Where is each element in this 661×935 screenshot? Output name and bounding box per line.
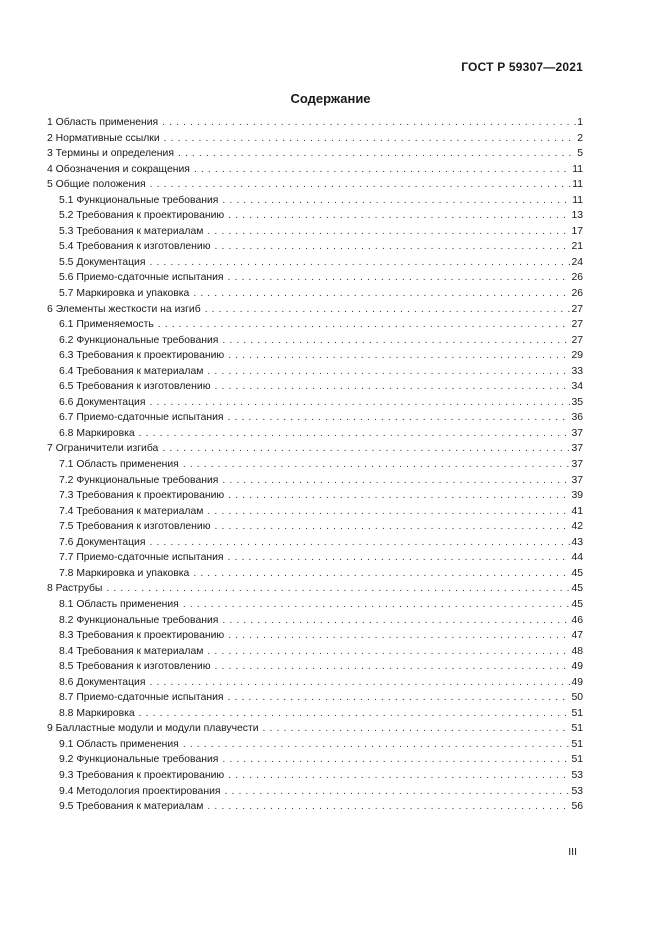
- toc-entry-label: 4 Обозначения и сокращения: [47, 163, 190, 175]
- toc-entry[interactable]: [47, 628, 583, 644]
- dot-leader: [228, 208, 570, 223]
- dot-leader: [207, 364, 570, 379]
- dot-leader: [222, 613, 570, 628]
- toc-entry-page: 41: [571, 505, 583, 517]
- toc-entry-label: 6.6 Документация: [59, 396, 146, 408]
- toc-entry-label: 7.6 Документация: [59, 536, 146, 548]
- dot-leader: [178, 146, 576, 161]
- toc-entry-page: 51: [571, 707, 583, 719]
- dot-leader: [228, 628, 570, 643]
- toc-entry[interactable]: [47, 473, 583, 489]
- dot-leader: [162, 441, 570, 456]
- toc-entry-label: 5 Общие положения: [47, 179, 146, 191]
- toc-entry[interactable]: [47, 721, 583, 737]
- toc-entry-page: 26: [571, 272, 583, 284]
- toc-entry[interactable]: [47, 690, 583, 706]
- document-code: ГОСТ Р 59307—2021: [461, 60, 583, 74]
- toc-entry[interactable]: [47, 644, 583, 660]
- toc-entry[interactable]: [47, 768, 583, 784]
- toc-entry-page: 45: [571, 567, 583, 579]
- dot-leader: [228, 410, 571, 425]
- toc-entry[interactable]: [47, 535, 583, 551]
- toc-entry-page: 11: [572, 163, 583, 175]
- toc-title: Содержание: [290, 91, 371, 106]
- toc-entry-label: 9.1 Область применения: [59, 738, 179, 750]
- toc-entry[interactable]: [47, 581, 583, 597]
- toc-entry[interactable]: [47, 504, 583, 520]
- toc-entry-label: 7.4 Требования к материалам: [59, 505, 204, 517]
- toc-entry-label: 9 Балластные модули и модули плавучести: [47, 723, 259, 735]
- toc-entry-label: 7.5 Требования к изготовлению: [59, 521, 211, 533]
- toc-entry[interactable]: [47, 224, 583, 240]
- toc-entry-label: 7.2 Функциональные требования: [59, 474, 219, 486]
- dot-leader: [222, 193, 571, 208]
- toc-entry[interactable]: [47, 410, 583, 426]
- toc-entry-page: 2: [577, 132, 583, 144]
- toc-entry-label: 6 Элементы жесткости на изгиб: [47, 303, 201, 315]
- toc-entry[interactable]: [47, 784, 583, 800]
- toc-entry-page: 50: [571, 692, 583, 704]
- toc-entry[interactable]: [47, 193, 583, 209]
- toc-entry[interactable]: [47, 675, 583, 691]
- toc-entry-page: 45: [571, 583, 583, 595]
- dot-leader: [215, 379, 571, 394]
- toc-entry-page: 51: [571, 738, 583, 750]
- toc-entry[interactable]: [47, 286, 583, 302]
- toc-entry[interactable]: [47, 597, 583, 613]
- toc-entry-page: 17: [571, 225, 583, 237]
- toc-entry[interactable]: [47, 706, 583, 722]
- toc-entry[interactable]: [47, 799, 583, 815]
- toc-entry[interactable]: [47, 177, 583, 193]
- toc-entry-label: 9.5 Требования к материалам: [59, 801, 204, 813]
- dot-leader: [194, 162, 571, 177]
- page-number: III: [568, 846, 577, 858]
- toc-entry-label: 8.4 Требования к материалам: [59, 645, 204, 657]
- toc-entry-page: 24: [571, 256, 583, 268]
- toc-entry-page: 48: [571, 645, 583, 657]
- toc-entry[interactable]: [47, 550, 583, 566]
- toc-entry-label: 8.7 Приемо-сдаточные испытания: [59, 692, 224, 704]
- dot-leader: [149, 395, 570, 410]
- dot-leader: [149, 535, 570, 550]
- toc-entry-page: 34: [571, 381, 583, 393]
- dot-leader: [139, 706, 571, 721]
- toc-entry-label: 9.3 Требования к проектированию: [59, 769, 225, 781]
- dot-leader: [205, 302, 571, 317]
- toc-entry-page: 37: [571, 459, 583, 471]
- dot-leader: [139, 426, 571, 441]
- toc-entry-label: 8.2 Функциональные требования: [59, 614, 219, 626]
- toc-entry-page: 35: [571, 396, 583, 408]
- toc-entry-page: 43: [571, 536, 583, 548]
- dot-leader: [207, 799, 570, 814]
- toc-entry-page: 27: [571, 319, 583, 331]
- toc-entry[interactable]: [47, 208, 583, 224]
- toc-entry[interactable]: [47, 302, 583, 318]
- toc-entry-label: 3 Термины и определения: [47, 148, 174, 160]
- toc-entry-page: 26: [571, 288, 583, 300]
- toc-entry-label: 5.7 Маркировка и упаковка: [59, 288, 190, 300]
- toc-entry-page: 53: [571, 785, 583, 797]
- toc-entry-page: 11: [572, 194, 583, 206]
- toc-entry[interactable]: [47, 317, 583, 333]
- toc-entry[interactable]: [47, 519, 583, 535]
- dot-leader: [183, 737, 571, 752]
- dot-leader: [149, 675, 570, 690]
- dot-leader: [228, 270, 571, 285]
- toc-entry-page: 46: [571, 614, 583, 626]
- dot-leader: [162, 115, 576, 130]
- dot-leader: [149, 255, 570, 270]
- toc-entry-page: 53: [571, 769, 583, 781]
- dot-leader: [215, 239, 571, 254]
- toc-entry-page: 21: [571, 241, 583, 253]
- dot-leader: [228, 690, 571, 705]
- toc-entry-page: 56: [571, 801, 583, 813]
- toc-entry-page: 42: [571, 521, 583, 533]
- toc-entry-page: 37: [571, 474, 583, 486]
- toc-entry-page: 51: [571, 754, 583, 766]
- toc-entry-page: 49: [571, 661, 583, 673]
- toc-entry-page: 27: [571, 334, 583, 346]
- toc-entry[interactable]: [47, 395, 583, 411]
- toc-entry-label: 7.3 Требования к проектированию: [59, 490, 225, 502]
- toc-entry[interactable]: [47, 333, 583, 349]
- toc-entry[interactable]: [47, 146, 583, 162]
- toc-entry-label: 8.5 Требования к изготовлению: [59, 661, 211, 673]
- toc-entry-label: 8.6 Документация: [59, 676, 146, 688]
- table-of-contents: [47, 115, 583, 815]
- toc-entry-label: 7.8 Маркировка и упаковка: [59, 567, 190, 579]
- dot-leader: [106, 581, 570, 596]
- toc-entry-page: 51: [571, 723, 583, 735]
- dot-leader: [207, 224, 570, 239]
- toc-entry-label: 6.7 Приемо-сдаточные испытания: [59, 412, 224, 424]
- toc-entry-label: 2 Нормативные ссылки: [47, 132, 160, 144]
- dot-leader: [183, 457, 571, 472]
- toc-entry-page: 5: [577, 148, 583, 160]
- toc-entry-page: 29: [571, 350, 583, 362]
- toc-entry-label: 8.1 Область применения: [59, 598, 179, 610]
- dot-leader: [150, 177, 572, 192]
- toc-entry-label: 5.2 Требования к проектированию: [59, 210, 225, 222]
- toc-entry-label: 6.4 Требования к материалам: [59, 365, 204, 377]
- dot-leader: [215, 519, 571, 534]
- toc-entry[interactable]: [47, 239, 583, 255]
- toc-entry-label: 6.8 Маркировка: [59, 427, 135, 439]
- toc-entry-label: 5.5 Документация: [59, 256, 146, 268]
- toc-entry-page: 36: [571, 412, 583, 424]
- dot-leader: [207, 644, 570, 659]
- toc-entry-label: 6.1 Применяемость: [59, 319, 154, 331]
- toc-entry-page: 44: [571, 552, 583, 564]
- toc-entry-page: 37: [571, 443, 583, 455]
- dot-leader: [225, 784, 571, 799]
- toc-entry[interactable]: [47, 255, 583, 271]
- toc-entry-label: 8.3 Требования к проектированию: [59, 630, 225, 642]
- toc-entry[interactable]: [47, 270, 583, 286]
- dot-leader: [228, 768, 570, 783]
- toc-entry[interactable]: [47, 441, 583, 457]
- dot-leader: [164, 131, 577, 146]
- toc-entry-page: 37: [571, 427, 583, 439]
- toc-entry-label: 8 Раструбы: [47, 583, 103, 595]
- toc-entry-label: 7.7 Приемо-сдаточные испытания: [59, 552, 224, 564]
- toc-entry[interactable]: [47, 379, 583, 395]
- toc-entry[interactable]: [47, 488, 583, 504]
- toc-entry[interactable]: [47, 162, 583, 178]
- toc-entry-label: 6.3 Требования к проектированию: [59, 350, 225, 362]
- toc-entry[interactable]: [47, 613, 583, 629]
- dot-leader: [222, 752, 570, 767]
- dot-leader: [228, 348, 570, 363]
- toc-entry-page: 45: [571, 598, 583, 610]
- toc-entry-label: 7.1 Область применения: [59, 459, 179, 471]
- toc-entry-page: 49: [571, 676, 583, 688]
- toc-entry[interactable]: [47, 566, 583, 582]
- toc-entry-page: 27: [571, 303, 583, 315]
- toc-entry-page: 1: [577, 117, 583, 128]
- toc-entry-label: 7 Ограничители изгиба: [47, 443, 159, 455]
- dot-leader: [215, 659, 571, 674]
- toc-entry-page: 13: [571, 210, 583, 222]
- dot-leader: [222, 473, 570, 488]
- dot-leader: [228, 550, 571, 565]
- dot-leader: [193, 286, 570, 301]
- toc-entry[interactable]: [47, 752, 583, 768]
- dot-leader: [207, 504, 570, 519]
- toc-entry[interactable]: [47, 426, 583, 442]
- toc-entry-label: 9.4 Методология проектирования: [59, 785, 221, 797]
- toc-entry[interactable]: [47, 115, 583, 131]
- toc-entry-page: 33: [571, 365, 583, 377]
- toc-entry-label: 5.4 Требования к изготовлению: [59, 241, 211, 253]
- dot-leader: [222, 333, 570, 348]
- toc-entry-page: 47: [571, 630, 583, 642]
- toc-entry-label: 6.5 Требования к изготовлению: [59, 381, 211, 393]
- toc-entry[interactable]: [47, 131, 583, 147]
- dot-leader: [193, 566, 570, 581]
- toc-entry-label: 6.2 Функциональные требования: [59, 334, 219, 346]
- toc-entry-page: 11: [572, 179, 583, 191]
- toc-entry[interactable]: [47, 364, 583, 380]
- toc-entry-label: 9.2 Функциональные требования: [59, 754, 219, 766]
- dot-leader: [158, 317, 571, 332]
- dot-leader: [263, 721, 571, 736]
- toc-entry[interactable]: [47, 737, 583, 753]
- dot-leader: [183, 597, 571, 612]
- toc-entry-label: 5.6 Приемо-сдаточные испытания: [59, 272, 224, 284]
- dot-leader: [228, 488, 570, 503]
- toc-entry[interactable]: [47, 659, 583, 675]
- toc-entry-label: 5.1 Функциональные требования: [59, 194, 219, 206]
- toc-entry-page: 39: [571, 490, 583, 502]
- toc-entry[interactable]: [47, 457, 583, 473]
- toc-entry-label: 1 Область применения: [47, 117, 159, 128]
- toc-entry[interactable]: [47, 348, 583, 364]
- toc-entry-label: 8.8 Маркировка: [59, 707, 135, 719]
- toc-entry-label: 5.3 Требования к материалам: [59, 225, 204, 237]
